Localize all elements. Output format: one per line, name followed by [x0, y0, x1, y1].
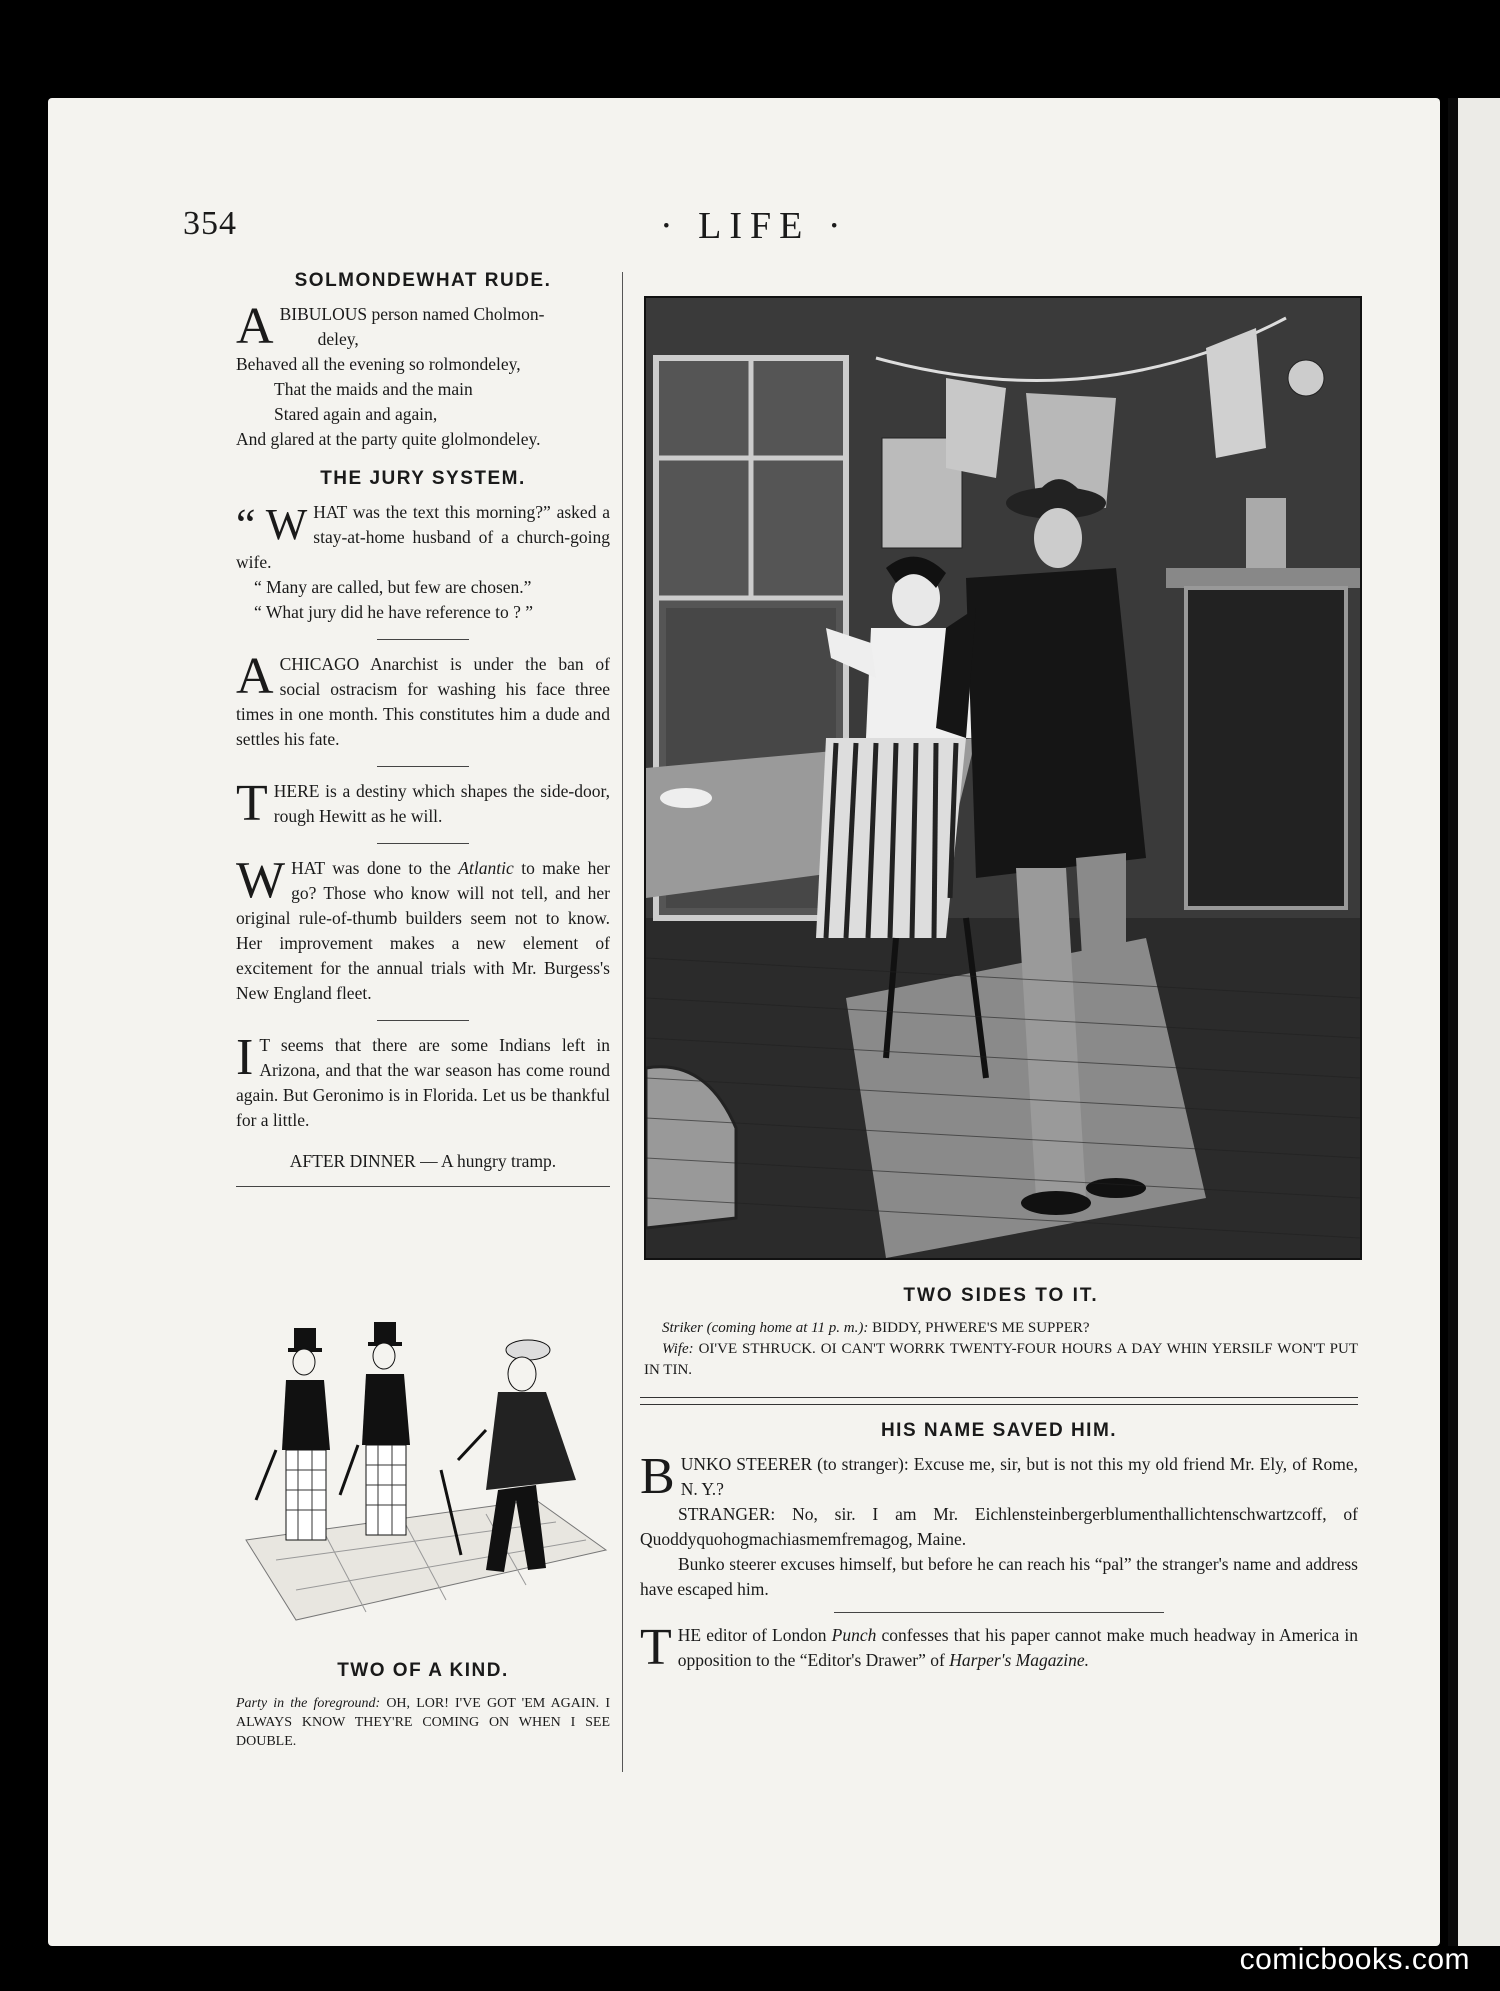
section-rule — [377, 1020, 469, 1021]
section-rule — [377, 843, 469, 844]
article-text: HAT was done to the — [291, 858, 459, 878]
poem-line: deley, — [317, 329, 359, 349]
cartoon-caption — [236, 1694, 610, 1751]
article-title: THE JURY SYSTEM. — [320, 468, 526, 489]
caption-speaker: Striker (coming home at 11 p. m.): — [662, 1320, 869, 1336]
dandy-figure-right — [340, 1322, 410, 1535]
article-text: UNKO STEERER (to stranger): Excuse me, sir, but is not this my old friend Mr. Ely, of Rome, N. Y.? — [680, 1454, 1358, 1499]
article-text: “ What jury did he have reference to ? ” — [254, 602, 534, 622]
engraving-drawing — [646, 298, 1360, 1258]
illustration-title: TWO SIDES TO IT. — [903, 1285, 1099, 1306]
section-rule — [236, 1186, 610, 1187]
article-chicago-anarchist — [236, 648, 610, 752]
caption-speaker: Wife: — [662, 1341, 694, 1357]
dandy-figure-left — [256, 1328, 330, 1540]
poem-line: And glared at the party quite glolmondeley. — [236, 429, 541, 449]
right-column-articles — [640, 1420, 1358, 1676]
adjacent-page-edge — [1448, 98, 1500, 1946]
article-text: CHICAGO Anarchist is under the ban of social ostracism for washing his face three times in one month. This constitutes him a dude and settles his fate. — [236, 654, 610, 749]
article-atlantic — [236, 852, 610, 1006]
drop-cap: “ W — [236, 500, 308, 549]
article-his-name-saved-him — [640, 1420, 1358, 1602]
two-sides-illustration — [644, 296, 1362, 1260]
drop-cap: I — [236, 1029, 254, 1086]
section-rule — [377, 639, 469, 640]
column-divider — [622, 272, 623, 1772]
illustration-caption — [644, 1318, 1358, 1381]
cartoon-drawing — [236, 1300, 610, 1630]
article-text: Bunko steerer excuses himself, but before he can reach his “pal” the stranger's name and address have escaped him. — [640, 1554, 1358, 1599]
section-double-rule — [640, 1397, 1358, 1405]
drop-cap: T — [236, 775, 268, 832]
section-rule — [834, 1612, 1164, 1613]
article-text: HAT was the text this morning?” asked a stay-at-home husband of a church-going wife. — [236, 502, 610, 572]
article-title: HIS NAME SAVED HIM. — [880, 1420, 1118, 1441]
drop-cap: W — [236, 852, 286, 909]
speaker-label: STRANGER: — [678, 1504, 776, 1524]
page-number: 354 — [183, 205, 237, 242]
article-text: HERE is a destiny which shapes the side-door, rough Hewitt as he will. — [273, 781, 610, 826]
article-italic: Punch — [831, 1625, 877, 1645]
article-title: SOLMONDEWHAT RUDE. — [294, 270, 552, 291]
cartoon-title: TWO OF A KIND. — [337, 1660, 509, 1681]
site-watermark: comicbooks.com — [1239, 1943, 1470, 1976]
caption-speaker: Party in the foreground: — [236, 1696, 381, 1711]
after-dinner-joke — [236, 1151, 610, 1172]
poem-line: That the maids and the main — [274, 379, 473, 399]
article-text: T seems that there are some Indians left in Arizona, and that the war season has come round again. But Geronimo is in Florida. Let us be thankful for a little. — [236, 1035, 610, 1130]
article-punch — [640, 1619, 1358, 1676]
article-jury-system — [236, 468, 610, 625]
drop-cap: T — [640, 1619, 672, 1676]
drop-cap: A — [236, 648, 274, 705]
article-text: to make her go? Those who know will not tell, and her original rule-of-thumb builders seem not to know. Her improvement makes a new element of excitement for the annual trials with Mr. Burgess's New England fleet. — [236, 858, 610, 1003]
caption-text: OI'VE STHRUCK. OI CAN'T WORRK TWENTY-FOUR HOURS A DAY WHIN YERSILF WON'T PUT IN TIN. — [644, 1341, 1358, 1378]
article-italic: Atlantic — [458, 858, 514, 878]
article-text: HE editor of London — [677, 1625, 832, 1645]
two-of-a-kind-cartoon — [236, 1300, 610, 1630]
article-text: No, sir. I am Mr. Eichlensteinbergerblumenthallichtenschwartzcoff, of Quoddyquohogmachiasmemfremagog, Maine. — [640, 1504, 1358, 1549]
section-rule — [377, 766, 469, 767]
drop-cap: A — [236, 298, 274, 355]
joke-label: AFTER DINNER — [289, 1151, 416, 1171]
poem-solmondewhat-rude — [236, 270, 610, 452]
poem-line: BIBULOUS person named Cholmon- — [279, 304, 545, 324]
left-column — [236, 270, 610, 1195]
caption-text: BIDDY, PHWERE'S ME SUPPER? — [868, 1320, 1090, 1336]
caption-text: OH, LOR! I'VE GOT 'EM AGAIN. I ALWAYS KNOW THEY'RE COMING ON WHEN I SEE DOUBLE. — [236, 1696, 610, 1749]
drop-cap: B — [640, 1448, 675, 1505]
article-text: “ Many are called, but few are chosen.” — [254, 577, 532, 597]
poem-line: Stared again and again, — [274, 404, 438, 424]
joke-text: — A hungry tramp. — [415, 1151, 557, 1171]
masthead: · LIFE · — [660, 205, 849, 247]
article-destiny — [236, 775, 610, 832]
article-text: confesses that his paper cannot make much headway in America in opposition to the “Editor's Drawer” of — [677, 1625, 1358, 1670]
article-italic: Harper's Magazine. — [949, 1650, 1090, 1670]
article-indians — [236, 1029, 610, 1133]
poem-line: Behaved all the evening so rolmondeley, — [236, 354, 521, 374]
